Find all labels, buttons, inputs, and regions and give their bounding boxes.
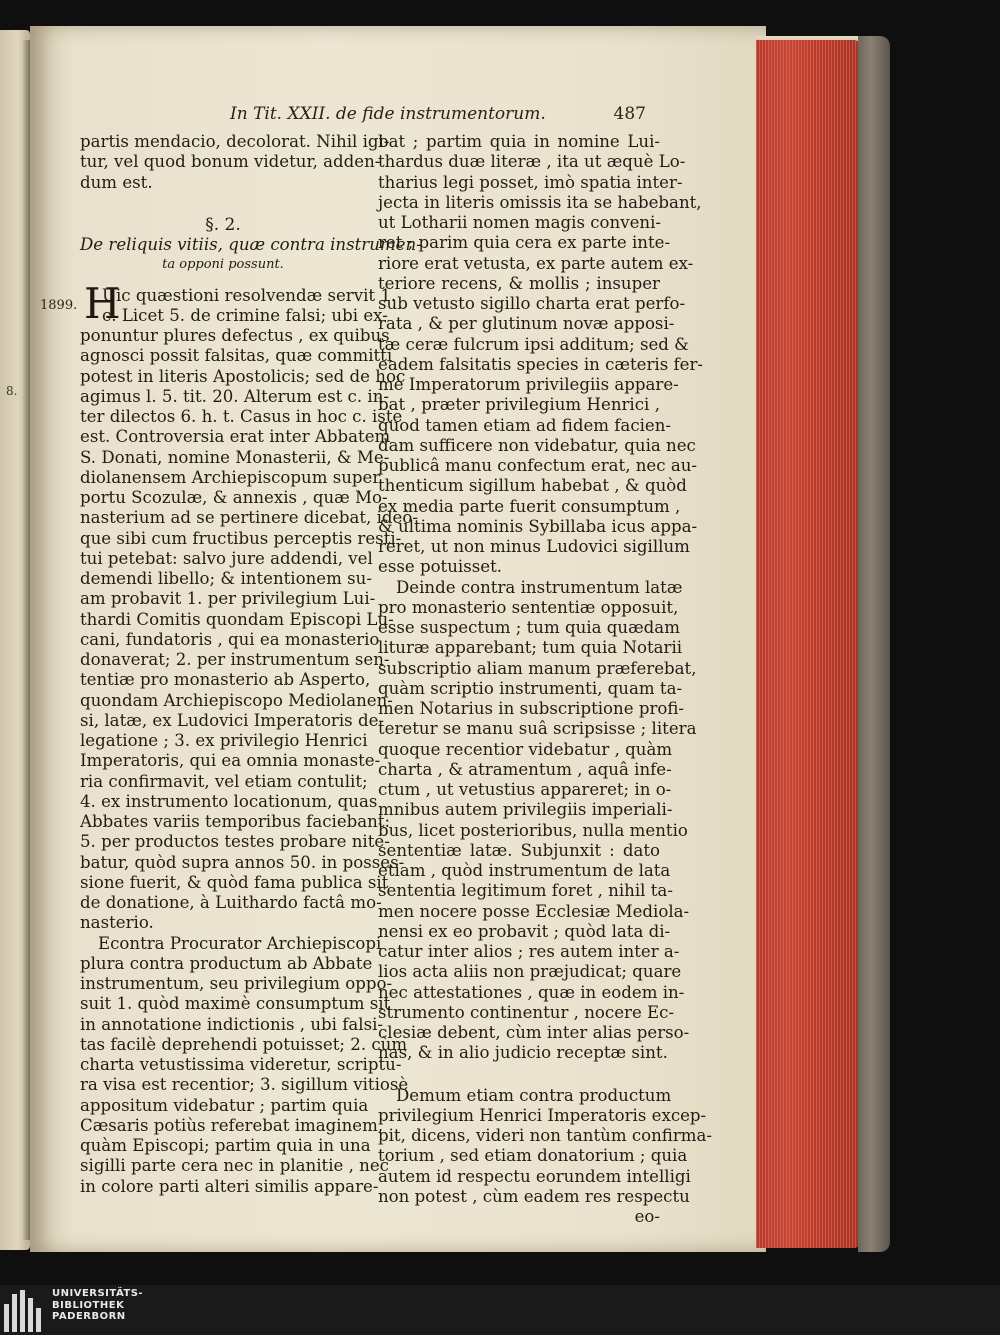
section-number: §. 2. — [205, 214, 241, 235]
text-line: ex media parte fuerit consumptum , — [378, 496, 681, 516]
text-line: 5. per productos testes probare nite- — [80, 832, 390, 852]
text-line: instrumentum, seu privilegium oppo- — [80, 974, 393, 993]
text-line: sententia legitimum foret , nihil ta- — [378, 881, 673, 901]
text-line: jecta in literis omissis ita se habebant, — [378, 192, 702, 212]
text-line: batur, quòd supra annos 50. in posses- — [80, 852, 405, 872]
library-logo-text — [52, 1288, 143, 1323]
page-number: 487 — [613, 104, 646, 124]
text-line: sententiæ latæ. Subjunxit : dato — [378, 840, 660, 860]
text-line: est. Controversia erat inter Abbatem — [80, 427, 391, 447]
text-line: portu Scozulæ, & annexis , quæ Mo- — [80, 488, 388, 507]
text-line: nensi ex eo probavit ; quòd lata di- — [378, 921, 671, 941]
text-line: demendi libello; & intentionem su- — [80, 569, 372, 588]
text-line: in colore parti alteri similis appare- — [80, 1176, 379, 1196]
text-line: reret, ut non minus Ludovici sigillum — [378, 537, 690, 556]
text-line: potest in literis Apostolicis; sed de hoc — [80, 366, 406, 386]
text-line: que sibi cum fructibus perceptis resti- — [80, 528, 402, 548]
text-line: quondam Archiepiscopo Mediolanen- — [80, 690, 393, 710]
text-line: sub vetusto sigillo charta erat perfo- — [378, 294, 686, 313]
text-line: pro monasterio sententiæ opposuit, — [378, 597, 679, 617]
text-line: donaverat; 2. per instrumentum sen- — [80, 650, 390, 669]
text-line: men Notarius in subscriptione profi- — [378, 699, 685, 718]
text-line: sigilli parte cera nec in planitie , nec — [80, 1156, 389, 1176]
text-line: sione fuerit, & quòd fama publica sit — [80, 872, 389, 892]
text-line: thardi Comitis quondam Episcopi Lu- — [80, 609, 394, 629]
text-line: diolanensem Archiepiscopum super — [80, 467, 381, 487]
text-line: S. Donati, nomine Monasterii, & Me- — [80, 447, 390, 467]
text-line: plura contra productum ab Abbate — [80, 953, 373, 973]
text-line: rata , & per glutinum novæ apposi- — [378, 314, 675, 334]
text-line: mè Imperatorum privilegiis appare- — [378, 375, 679, 394]
text-line: esse potuisset. — [378, 557, 503, 577]
text-line: tas facilè deprehendi potuisset; 2. cùm — [80, 1034, 408, 1054]
text-line: tur, vel quod bonum videtur, adden- — [80, 152, 381, 172]
text-line: Uic quæstioni resolvendæ servit 1. — [102, 285, 397, 305]
text-line: quoque recentior videbatur , quàm — [378, 739, 673, 759]
drop-cap: H — [84, 279, 121, 328]
text-line: 4. ex instrumento locationum, quas — [80, 791, 378, 811]
text-line: esse suspectum ; tum quia quædam — [378, 618, 680, 637]
text-line: in annotatione indictionis , ubi falsi- — [80, 1014, 384, 1034]
text-line: Econtra Procurator Archiepiscopi — [98, 933, 382, 953]
left-column — [80, 132, 422, 1197]
text-line: publicâ manu confectum erat, nec au- — [378, 456, 698, 475]
book-cover-edge — [858, 36, 890, 1252]
text-line: ter dilectos 6. h. t. Casus in hoc c. iste — [80, 407, 403, 426]
text-line: tui petebat: salvo jure addendi, vel — [80, 548, 373, 568]
spacer — [378, 1064, 660, 1086]
text-line: legatione ; 3. ex privilegio Henrici — [80, 731, 368, 750]
text-line: quàm Episcopi; partim quia in una — [80, 1136, 371, 1155]
spacer — [80, 276, 366, 286]
text-line: etiam , quòd instrumentum de lata — [378, 861, 671, 880]
red-page-edges — [756, 40, 860, 1248]
library-footer-bar — [0, 1285, 1000, 1335]
text-line: ponuntur plures defectus , ex quibus — [80, 326, 390, 345]
text-line: catur inter alios ; res autem inter a- — [378, 942, 680, 961]
text-line: bat ; partim quia in nomine Lui- — [378, 132, 660, 151]
text-line: cani, fundatoris , qui ea monasterio — [80, 629, 380, 649]
text-line: clesiæ debent, cùm inter alias perso- — [378, 1023, 690, 1042]
text-line: teriore recens, & mollis ; insuper — [378, 273, 660, 293]
text-line: Abbates variis temporibus faciebant: — [80, 812, 391, 831]
text-line: lituræ apparebant; tum quia Notarii — [378, 638, 683, 658]
right-column — [378, 132, 713, 1227]
text-line: si, latæ, ex Ludovici Imperatoris de- — [80, 710, 385, 730]
text-line: tharius legi posset, imò spatia inter- — [378, 172, 683, 192]
text-line: quàm scriptio instrumenti, quam ta- — [378, 678, 683, 698]
text-line: non potest , cùm eadem res respectu — [378, 1186, 690, 1206]
text-line: thardus duæ literæ , ita ut æquè Lo- — [378, 152, 686, 172]
text-line: nasterio. — [80, 913, 154, 933]
text-line: teretur se manu suâ scripsisse ; litera — [378, 719, 697, 739]
text-line: quod tamen etiam ad fidem facien- — [378, 415, 672, 435]
text-line: riore erat vetusta, ex parte autem ex- — [378, 253, 694, 273]
text-line: agimus l. 5. tit. 20. Alterum est c. in- — [80, 386, 389, 406]
marginal-number: 1899. — [40, 298, 78, 313]
text-line: tæ ceræ fulcrum ipsi additum; sed & — [378, 334, 689, 354]
gutter-shadow — [22, 40, 30, 1240]
text-line: Imperatoris, qui ea omnia monaste- — [80, 751, 381, 771]
catchword: eo- — [634, 1207, 660, 1226]
text-line: men nocere posse Ecclesiæ Mediola- — [378, 901, 690, 921]
text-line: ria confirmavit, vel etiam contulit; — [80, 771, 368, 791]
text-line: mnibus autem privilegiis imperiali- — [378, 800, 673, 820]
text-line: ret ; parim quia cera ex parte inte- — [378, 233, 671, 253]
library-logo-icon — [4, 1290, 44, 1332]
text-line: ra visa est recentior; 3. sigillum vitiosè — [80, 1075, 409, 1095]
running-head — [230, 104, 650, 128]
section-subheading-cont: ta opponi possunt. — [162, 257, 284, 273]
text-line: nasterium ad se pertinere dicebat, ideò- — [80, 508, 418, 528]
logo-line-3: PADERBORN — [52, 1311, 126, 1322]
text-line: pit, dicens, videri non tantùm confirma- — [378, 1126, 713, 1145]
logo-line-1: UNIVERSITÄTS- — [52, 1288, 144, 1299]
gutter-mark: 8. — [6, 384, 18, 398]
text-line: strumento continentur , nocere Ec- — [378, 1002, 675, 1022]
running-title: In Tit. XXII. de fide instrumentorum. — [230, 104, 546, 124]
text-line: agnosci possit falsitas, quæ committi — [80, 346, 393, 366]
text-line: charta , & atramentum , aquâ infe- — [378, 759, 672, 779]
text-line: partis mendacio, decolorat. Nihil igi- — [80, 132, 390, 151]
section-subheading: De reliquis vitiis, quæ contra instrumen- — [80, 235, 422, 254]
text-line: charta vetustissima videretur, scriptu- — [80, 1055, 402, 1074]
text-line: Demum etiam contra productum — [396, 1085, 672, 1105]
text-line: c. Licet 5. de crimine falsi; ubi ex- — [102, 305, 388, 325]
text-line: eadem falsitatis species in cæteris fer- — [378, 354, 704, 374]
text-line: torium , sed etiam donatorium ; quia — [378, 1146, 688, 1166]
text-line: subscriptio aliam manum præferebat, — [378, 658, 697, 678]
logo-line-2: BIBLIOTHEK — [52, 1299, 125, 1311]
text-line: nas, & in alio judicio receptæ sint. — [378, 1043, 668, 1063]
text-line: privilegium Henrici Imperatoris excep- — [378, 1105, 707, 1125]
text-line: dum est. — [80, 172, 153, 192]
text-line: de donatione, à Luithardo factâ mo- — [80, 893, 382, 912]
text-line: nec attestationes , quæ in eodem in- — [378, 982, 685, 1002]
text-line: bat , præter privilegium Henrici , — [378, 395, 660, 415]
text-line: Deinde contra instrumentum latæ — [396, 577, 683, 597]
text-line: bus, licet posterioribus, nulla mentio — [378, 820, 688, 840]
text-line: dam sufficere non videbatur, quia nec — [378, 435, 696, 455]
text-line: appositum videbatur ; partim quia — [80, 1095, 369, 1115]
text-line: ut Lotharii nomen magis conveni- — [378, 213, 662, 232]
text-line: tentiæ pro monasterio ab Asperto, — [80, 670, 371, 690]
text-line: thenticum sigillum habebat , & quòd — [378, 476, 687, 496]
spacer — [80, 193, 366, 215]
text-line: am probavit 1. per privilegium Lui- — [80, 589, 376, 609]
text-line: lios acta aliis non præjudicat; quare — [378, 962, 682, 982]
text-line: Cæsaris potiùs referebat imaginem, — [80, 1115, 384, 1135]
text-line: ctum , ut vetustius appareret; in o- — [378, 780, 672, 799]
text-line: autem id respectu eorundem intelligi — [378, 1166, 691, 1186]
text-line: & ultima nominis Sybillaba icus appa- — [378, 516, 698, 536]
text-line: suit 1. quòd maximè consumptum sit — [80, 994, 391, 1014]
